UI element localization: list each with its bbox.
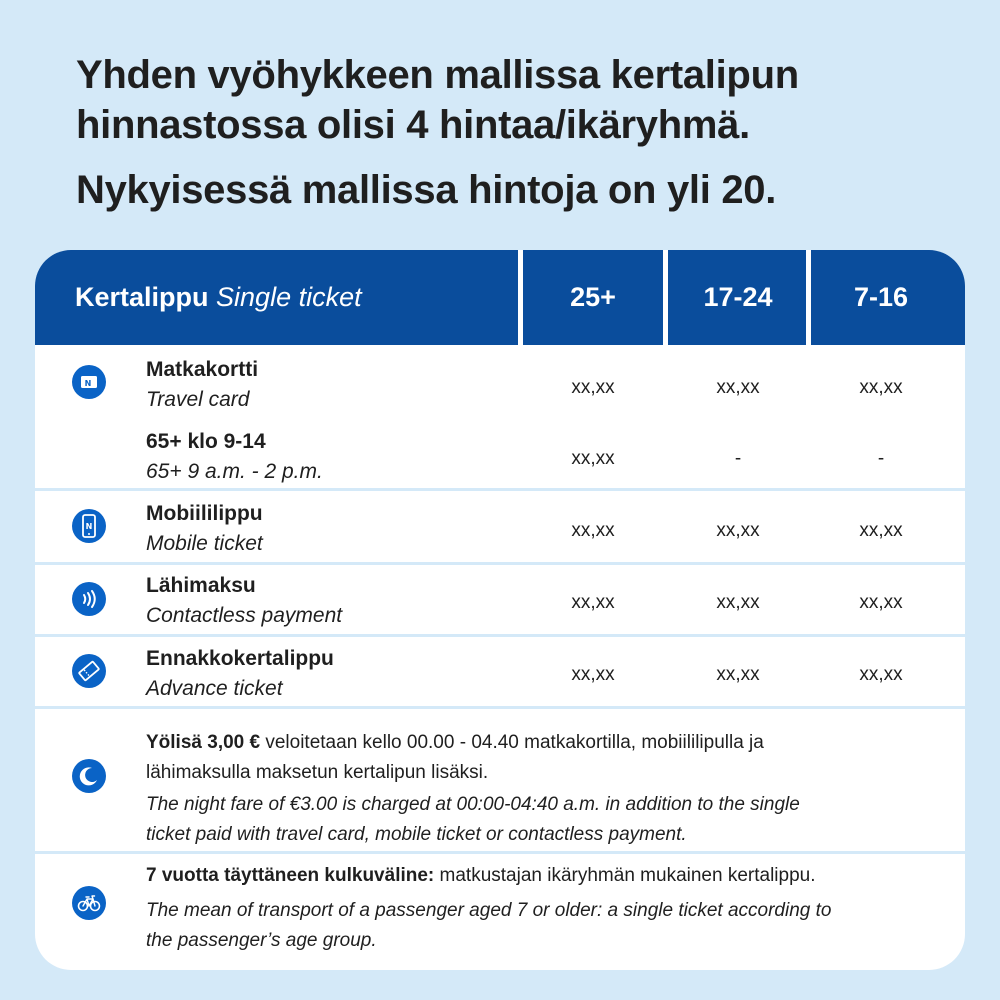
- price-cell: xx,xx: [859, 377, 903, 398]
- price-cell: xx,xx: [716, 377, 760, 398]
- header-title-fi: Kertalippu: [75, 282, 209, 312]
- night-fare-fi-line-1: veloitetaan kello 00.00 - 04.40 matkakortilla, mobiililipulla ja: [260, 732, 764, 753]
- night-fare-en-line-1: The night fare of €3.00 is charged at 00:00-04:40 a.m. in addition to the single: [146, 794, 800, 815]
- row-label-fi: Ennakkokertalippu: [146, 647, 334, 670]
- row-label-en: Advance ticket: [146, 677, 283, 700]
- row-label-en: 65+ 9 a.m. - 2 p.m.: [146, 460, 323, 483]
- svg-text:N: N: [84, 379, 92, 388]
- price-cell: xx,xx: [571, 664, 615, 685]
- svg-text:N: N: [85, 522, 93, 531]
- row-label-fi: 65+ klo 9-14: [146, 430, 266, 453]
- price-cell: xx,xx: [859, 592, 903, 613]
- price-cell: xx,xx: [571, 520, 615, 541]
- headline-line-3: Nykyisessä mallissa hintoja on yli 20.: [76, 168, 777, 212]
- row-label-fi: Matkakortti: [146, 358, 259, 381]
- row-divider: [35, 562, 965, 565]
- night-fare-fi-line-2: lähimaksulla maksetun kertalipun lisäksi.: [146, 762, 489, 783]
- price-cell: xx,xx: [859, 664, 903, 685]
- price-cell: xx,xx: [571, 448, 615, 469]
- row-label-en: Contactless payment: [146, 604, 343, 627]
- table-header: [35, 250, 965, 345]
- price-cell: xx,xx: [571, 592, 615, 613]
- mobile-ticket-icon: [72, 509, 106, 543]
- bicycle-icon: [72, 886, 106, 920]
- headline-line-1: Yhden vyöhykkeen mallissa kertalipun: [76, 53, 799, 97]
- bicycle-bold: 7 vuotta täyttäneen kulkuväline:: [146, 865, 435, 886]
- column-header-7-16: 7-16: [853, 282, 909, 312]
- header-title-en: Single ticket: [216, 282, 362, 312]
- bicycle-fi-rest: matkustajan ikäryhmän mukainen kertalippu.: [434, 865, 816, 886]
- travel-card-icon: [72, 365, 106, 399]
- price-cell: xx,xx: [571, 377, 615, 398]
- price-cell: -: [734, 448, 742, 469]
- price-cell: xx,xx: [716, 592, 760, 613]
- subheadline: [76, 165, 936, 215]
- night-fare-bold: Yölisä 3,00 €: [146, 732, 261, 753]
- bicycle-text-en: [146, 896, 936, 956]
- price-cell: xx,xx: [716, 664, 760, 685]
- row-divider: [35, 634, 965, 637]
- headline: [76, 50, 936, 150]
- price-cell: -: [877, 448, 885, 469]
- row-label-en: Mobile ticket: [146, 532, 263, 555]
- night-fare-text-en: [146, 790, 936, 850]
- price-table: [35, 250, 965, 970]
- moon-icon: [72, 759, 106, 793]
- night-fare-text-fi: [146, 728, 936, 788]
- price-cell: xx,xx: [859, 520, 903, 541]
- row-label-fi: Mobiililippu: [146, 502, 263, 525]
- ticket-icon: [72, 654, 106, 688]
- header-title: [75, 282, 362, 313]
- contactless-icon: [72, 582, 106, 616]
- row-divider: [35, 706, 965, 709]
- column-header-25-plus: 25+: [570, 282, 616, 312]
- bicycle-en-line-1: The mean of transport of a passenger aged 7 or older: a single ticket according to: [146, 900, 832, 921]
- row-label-fi: Lähimaksu: [146, 574, 256, 597]
- night-fare-en-line-2: ticket paid with travel card, mobile ticket or contactless payment.: [146, 824, 687, 845]
- price-cell: xx,xx: [716, 520, 760, 541]
- column-header-17-24: 17-24: [703, 282, 773, 312]
- row-label-en: Travel card: [146, 388, 250, 411]
- bicycle-text-fi: [146, 861, 936, 891]
- row-divider: [35, 851, 965, 854]
- headline-line-2: hinnastossa olisi 4 hintaa/ikäryhmä.: [76, 103, 750, 147]
- row-divider: [35, 488, 965, 491]
- bicycle-en-line-2: the passenger’s age group.: [146, 930, 377, 951]
